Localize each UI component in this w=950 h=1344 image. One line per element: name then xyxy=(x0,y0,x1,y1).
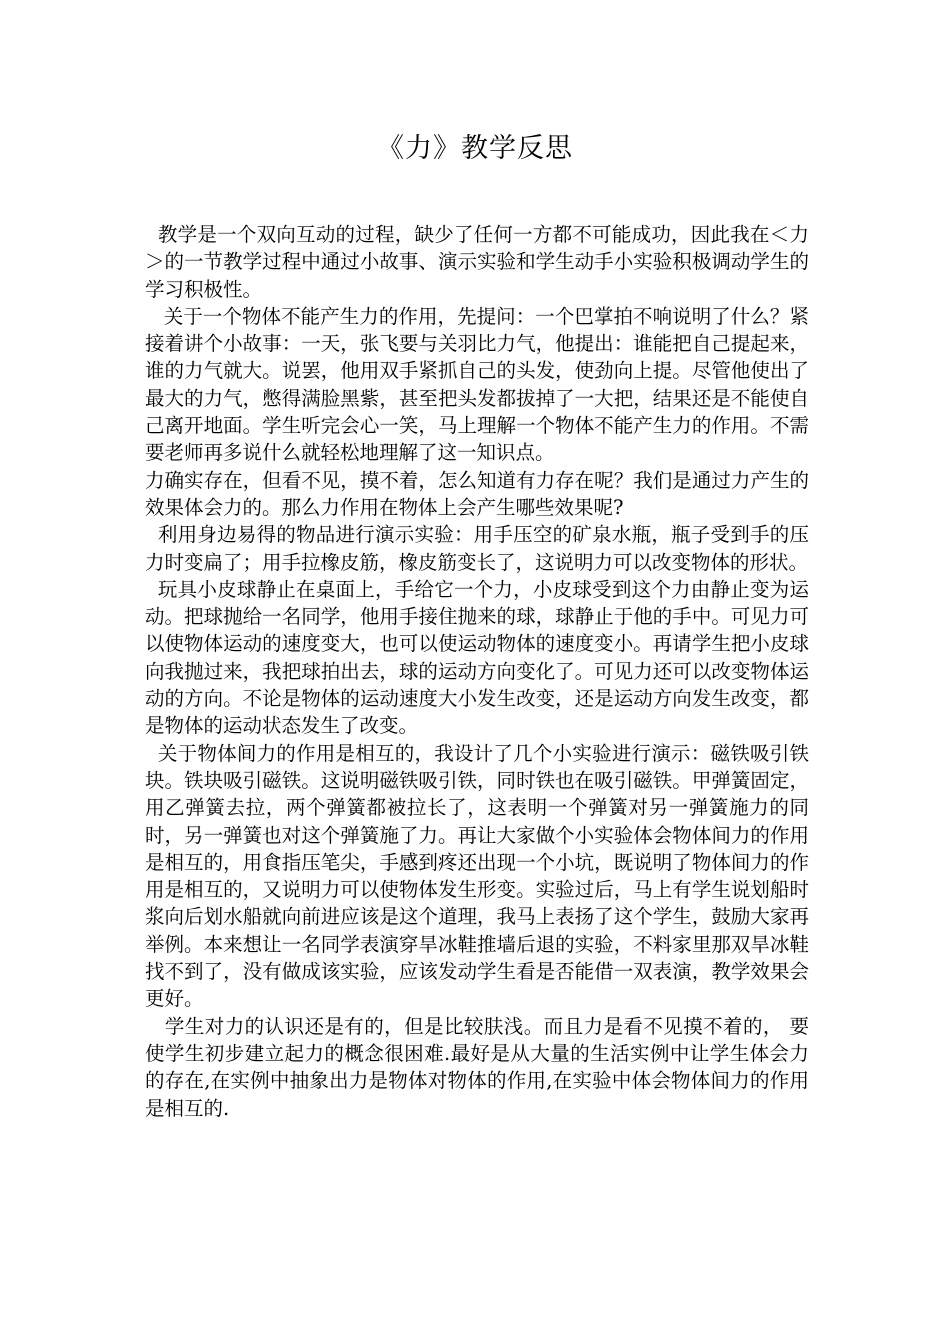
paragraph-mutual-force: 关于物体间力的作用是相互的，我设计了几个小实验进行演示：磁铁吸引铁块。铁块吸引磁铁。这说明磁铁吸引铁，同时铁也在吸引磁铁。甲弹簧固定，用乙弹簧去拉，两个弹簧都被拉长了，这表明一个弹簧对另一弹簧施力的同时，另一弹簧也对这个弹簧施了力。再让大家做个小实验体会物体间力的作用是相互的，用食指压笔尖，手感到疼还出现一个小坑，既说明了物体间力的作用是相互的，又说明力可以使物体发生形变。实验过后，马上有学生说划船时浆向后划水船就向前进应该是这个道理，我马上表扬了这个学生，鼓励大家再举例。本来想让一名同学表演穿旱冰鞋推墙后退的实验，不料家里那双旱冰鞋找不到了，没有做成该实验，应该发动学生看是否能借一双表演，教学效果会更好。 xyxy=(145,741,809,1011)
paragraph-intro: 教学是一个双向互动的过程，缺少了任何一方都不可能成功，因此我在＜力＞的一节教学过程中通过小故事、演示实验和学生动手小实验积极调动学生的学习积极性。 xyxy=(145,223,809,301)
paragraph-story: 关于一个物体不能产生力的作用，先提问：一个巴掌拍不响说明了什么？紧接着讲个小故事：一天，张飞要与关羽比力气，他提出：谁能把自己提起来，谁的力气就大。说罢，他用双手紧抓自己的头发，使劲向上提。尽管他使出了最大的力气，憋得满脸黑紫，甚至把头发都拔掉了一大把，结果还是不能使自己离开地面。学生听完会心一笑，马上理解一个物体不能产生力的作用。不需要老师再多说什么就轻松地理解了这一知识点。 xyxy=(145,304,809,465)
document-body xyxy=(145,221,809,1122)
document-title: 《力》教学反思 xyxy=(377,133,573,164)
paragraph-force-effects-question: 力确实存在，但看不见，摸不着，怎么知道有力存在呢？我们是通过力产生的效果体会力的。那么力作用在物体上会产生哪些效果呢? xyxy=(145,468,809,519)
paragraph-conclusion: 学生对力的认识还是有的，但是比较肤浅。而且力是看不见摸不着的， 要使学生初步建立起力的概念很困难.最好是从大量的生活实例中让学生体会力的存在,在实例中抽象出力是物体对物体的作用,在实验中体会物体间力的作用是相互的. xyxy=(145,1014,809,1120)
paragraph-demo-shape: 利用身边易得的物品进行演示实验：用手压空的矿泉水瓶，瓶子受到手的压力时变扁了；用手拉橡皮筋，橡皮筋变长了，这说明力可以改变物体的形状。 xyxy=(145,523,809,574)
paragraph-demo-motion: 玩具小皮球静止在桌面上，手给它一个力，小皮球受到这个力由静止变为运动。把球抛给一名同学，他用手接住抛来的球，球静止于他的手中。可见力可以使物体运动的速度变大，也可以使运动物体的速度变小。再请学生把小皮球向我抛过来，我把球拍出去，球的运动方向变化了。可见力还可以改变物体运动的方向。不论是物体的运动速度大小发生改变，还是运动方向发生改变，都是物体的运动状态发生了改变。 xyxy=(145,577,809,738)
